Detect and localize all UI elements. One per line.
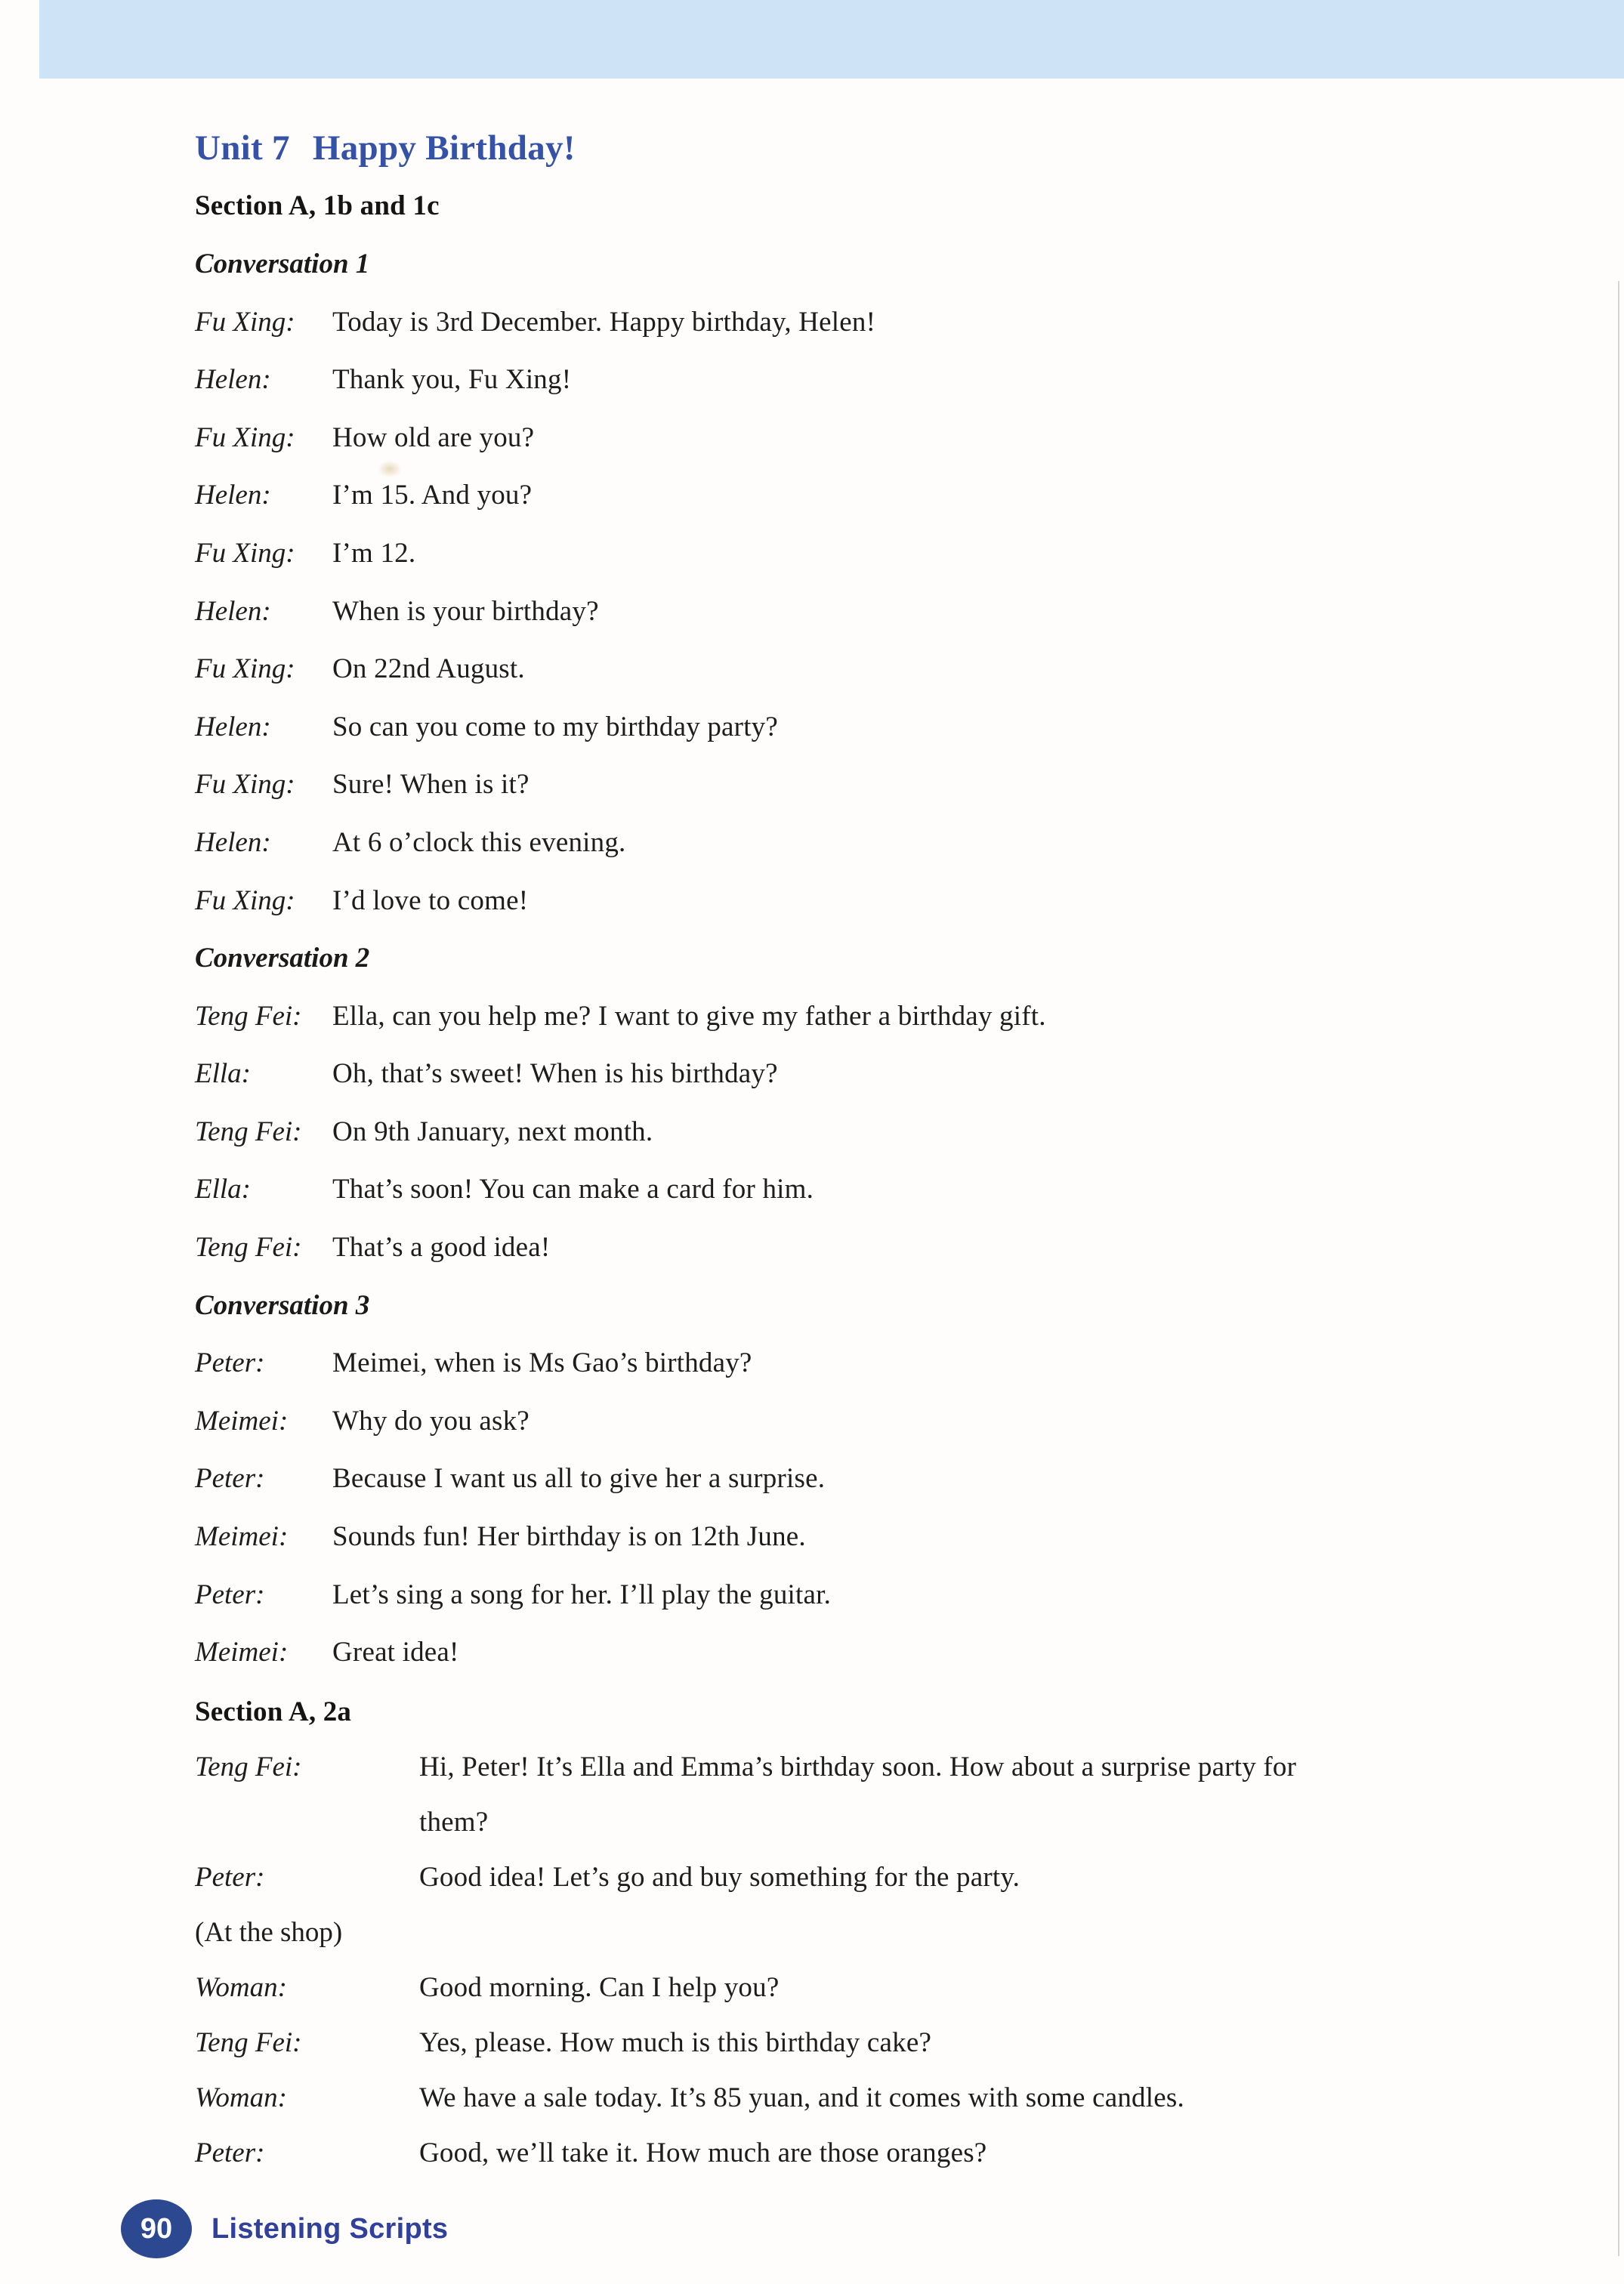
- dialogue-row: [195, 1045, 1509, 1103]
- dialogue-row: [195, 467, 1509, 525]
- speaker-name: Helen:: [195, 711, 271, 742]
- dialogue-row: [195, 582, 1509, 640]
- dialogue-row: [195, 1960, 1509, 2015]
- speaker-name: Meimei:: [195, 1521, 289, 1553]
- dialogue-text: Hi, Peter! It’s Ella and Emma’s birthday soon. How about a surprise party for: [419, 1752, 1297, 1782]
- speaker-name: Meimei:: [195, 1405, 289, 1437]
- dialogue-text: That’s soon! You can make a card for him.: [332, 1174, 814, 1205]
- dialogue-text: Thank you, Fu Xing!: [332, 364, 572, 396]
- speaker-name: Teng Fei:: [195, 1752, 302, 1782]
- dialogue-text: Meimei, when is Ms Gao’s birthday?: [332, 1347, 752, 1379]
- header-band: [39, 0, 1624, 79]
- dialogue-row: [195, 1450, 1509, 1508]
- speaker-name: Peter:: [195, 1579, 265, 1610]
- speaker-name: Helen:: [195, 364, 271, 396]
- dialogue-row: [195, 293, 1509, 351]
- stage-direction-row: [195, 1905, 1509, 1960]
- speaker-name: Ella:: [195, 1174, 251, 1205]
- conversation-2-title: Conversation 2: [195, 943, 370, 974]
- dialogue-row: [195, 1392, 1509, 1450]
- speaker-name: Peter:: [195, 1463, 265, 1495]
- dialogue-text: Good, we’ll take it. How much are those oranges?: [419, 2137, 987, 2168]
- dialogue-row: [195, 1334, 1509, 1392]
- speaker-name: Helen:: [195, 480, 271, 511]
- section-heading-1b-1c: Section A, 1b and 1c: [195, 190, 440, 222]
- dialogue-text: Why do you ask?: [332, 1405, 529, 1437]
- speaker-name: Woman:: [195, 1972, 287, 2003]
- dialogue-text: Sounds fun! Her birthday is on 12th June.: [332, 1521, 806, 1553]
- dialogue-text: Today is 3rd December. Happy birthday, Helen!: [332, 306, 876, 338]
- dialogue-row: [195, 640, 1509, 698]
- dialogue-row: [195, 1623, 1509, 1681]
- dialogue-text: Great idea!: [332, 1637, 459, 1668]
- dialogue-row: [195, 2070, 1509, 2125]
- speaker-name: Teng Fei:: [195, 1000, 302, 1032]
- dialogue-text: On 22nd August.: [332, 653, 525, 685]
- speaker-name: Teng Fei:: [195, 2027, 302, 2058]
- dialogue-text: We have a sale today. It’s 85 yuan, and it comes with some candles.: [419, 2082, 1184, 2113]
- dialogue-row: [195, 2125, 1509, 2181]
- dialogue-row: [195, 1103, 1509, 1161]
- page-edge-scan-line: [1618, 281, 1619, 2256]
- dialogue-text: I’m 12.: [332, 537, 416, 569]
- dialogue-text: So can you come to my birthday party?: [332, 711, 779, 742]
- dialogue-row: [195, 524, 1509, 582]
- dialogue-row: [195, 1566, 1509, 1624]
- speaker-name: Fu Xing:: [195, 306, 295, 338]
- main-content: [195, 119, 1509, 1681]
- dialogue-row: [195, 1739, 1509, 1795]
- section-heading-2a: Section A, 2a: [195, 1696, 352, 1727]
- dialogue-text: I’d love to come!: [332, 884, 529, 916]
- dialogue-row: [195, 872, 1509, 930]
- speaker-name: Teng Fei:: [195, 1232, 302, 1264]
- dialogue-row: [195, 1161, 1509, 1219]
- dialogue-text: Because I want us all to give her a surprise.: [332, 1463, 826, 1495]
- dialogue-row: [195, 813, 1509, 872]
- dialogue-row: [195, 1850, 1509, 1905]
- dialogue-row: [195, 1218, 1509, 1276]
- speaker-name: Woman:: [195, 2082, 287, 2113]
- speaker-name: Peter:: [195, 1862, 265, 1893]
- section-2a-content: [195, 1684, 1509, 2181]
- conversation-3-title: Conversation 3: [195, 1289, 370, 1321]
- dialogue-row-continuation: [195, 1795, 1509, 1850]
- unit-title: [195, 119, 1509, 177]
- dialogue-text: On 9th January, next month.: [332, 1116, 653, 1147]
- dialogue-text: Let’s sing a song for her. I’ll play the guitar.: [332, 1579, 832, 1610]
- dialogue-text: How old are you?: [332, 421, 535, 453]
- speaker-name: Peter:: [195, 1347, 265, 1379]
- dialogue-row: [195, 987, 1509, 1045]
- dialogue-text: Good morning. Can I help you?: [419, 1972, 780, 2003]
- dialogue-row: [195, 350, 1509, 409]
- dialogue-row: [195, 409, 1509, 467]
- speaker-name: Helen:: [195, 826, 271, 858]
- dialogue-text: I’m 15. And you?: [332, 480, 533, 511]
- dialogue-text: Ella, can you help me? I want to give my father a birthday gift.: [332, 1000, 1046, 1032]
- dialogue-row: [195, 2015, 1509, 2070]
- page-footer: [121, 2199, 448, 2258]
- unit-name: Happy Birthday!: [312, 128, 576, 168]
- dialogue-row: [195, 756, 1509, 814]
- footer-title: Listening Scripts: [211, 2212, 449, 2245]
- conversation-1-title: Conversation 1: [195, 248, 370, 279]
- speaker-name: Fu Xing:: [195, 537, 295, 569]
- dialogue-text: That’s a good idea!: [332, 1232, 551, 1264]
- speaker-name: Fu Xing:: [195, 653, 295, 685]
- dialogue-text: When is your birthday?: [332, 595, 599, 627]
- speaker-name: Meimei:: [195, 1637, 289, 1668]
- speaker-name: Fu Xing:: [195, 421, 295, 453]
- speaker-name: Ella:: [195, 1058, 251, 1090]
- dialogue-text: Sure! When is it?: [332, 769, 529, 801]
- stage-direction: (At the shop): [195, 1917, 343, 1948]
- dialogue-text: them?: [419, 1807, 489, 1838]
- dialogue-text: Yes, please. How much is this birthday cake?: [419, 2027, 932, 2058]
- speaker-name: Fu Xing:: [195, 769, 295, 801]
- dialogue-text: Good idea! Let’s go and buy something for the party.: [419, 1862, 1020, 1893]
- page-number-badge: 90: [121, 2199, 192, 2258]
- dialogue-row: [195, 698, 1509, 756]
- unit-number: Unit 7: [195, 128, 290, 168]
- dialogue-row: [195, 1508, 1509, 1566]
- speaker-name: Fu Xing:: [195, 884, 295, 916]
- dialogue-text: Oh, that’s sweet! When is his birthday?: [332, 1058, 778, 1090]
- speaker-name: Helen:: [195, 595, 271, 627]
- speaker-name: Teng Fei:: [195, 1116, 302, 1147]
- speaker-name: Peter:: [195, 2137, 265, 2168]
- dialogue-text: At 6 o’clock this evening.: [332, 826, 626, 858]
